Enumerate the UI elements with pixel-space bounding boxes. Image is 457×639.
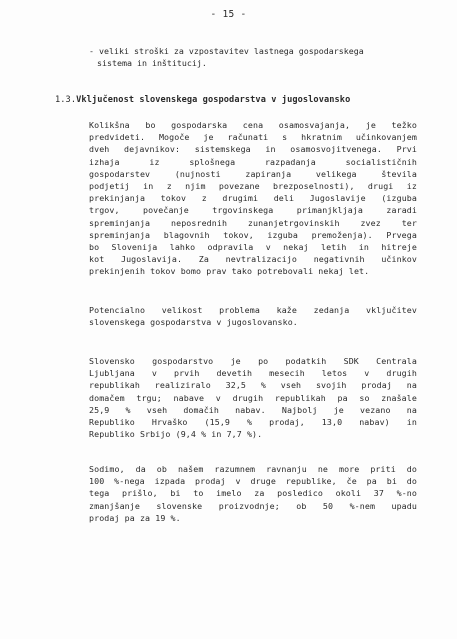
bullet-line: sistema in inštitucij. xyxy=(97,58,207,69)
paragraph-line: podjetij in z njim povezane brezposelnosti), drugi iz xyxy=(89,181,417,192)
paragraph-line: 100 %-nega izpada prodaj v druge republike, če pa bi do xyxy=(89,476,417,487)
paragraph-1 xyxy=(89,119,417,278)
paragraph-line: gospodarstev (nujnosti zapiranja velikega števila xyxy=(89,168,417,179)
paragraph-line: prodaj pa za 19 %. xyxy=(89,512,181,523)
paragraph-line: spreminjanja blagovnih tokov, izguba premoženja). Prvega xyxy=(89,229,417,240)
paragraph-2 xyxy=(89,304,417,328)
section-title: Vključenost slovenskega gospodarstva v jugoslovansko xyxy=(76,95,351,105)
paragraph-line: Ljubljana v prvih devetih mesecih letos v drugih xyxy=(89,368,417,379)
paragraph-line: Republiko Hrvaško (15,9 % prodaj, 13,0 nabav) in xyxy=(89,417,417,428)
paragraph-line: prekinjenih tokov bomo prav tako potrebovali nekaj let. xyxy=(89,266,370,277)
paragraph-line: tega prišlo, bi to imelo za posledico okoli 37 %-no xyxy=(89,488,417,499)
paragraph-3 xyxy=(89,355,417,440)
page-number: - 15 - xyxy=(210,9,247,20)
paragraph-line: slovenskega gospodarstva v jugoslovansko. xyxy=(89,317,298,328)
paragraph-line: republikah realiziralo 32,5 % vseh svojih prodaj na xyxy=(89,380,417,391)
section-number: 1.3. xyxy=(55,95,77,105)
paragraph-line: izhaja iz splošnega razpadanja socialističnih xyxy=(89,156,417,167)
paragraph-line: Potencialno velikost problema kaže zedanja vključitev xyxy=(89,305,417,315)
paragraph-line: 25,9 % vseh domačih nabav. Najbolj je vezano na xyxy=(89,404,417,415)
paragraph-line: predvideti. Mogoče je računati s hkratnim učinkovanjem xyxy=(89,132,417,143)
paragraph-4 xyxy=(89,463,417,524)
paragraph-line: domačem trgu; nabave v drugih republikah pa so znašale xyxy=(89,392,417,403)
paragraph-line: dveh dejavnikov: sistemskega in osamosvojitvenega. Prvi xyxy=(89,144,417,155)
paragraph-line: Sodimo, da ob našem razumnem ravnanju ne more priti do xyxy=(89,464,417,474)
paragraph-line: trgov, povečanje trgovinskega primanjkljaja zaradi xyxy=(89,205,417,216)
paragraph-line: Kolikšna bo gospodarska cena osamosvajanja, je težko xyxy=(89,120,417,130)
paragraph-line: zmanjšanje slovenske proizvodnje; ob 50 %-nem upadu xyxy=(89,500,417,511)
paragraph-line: Republiko Srbijo (9,4 % in 7,7 %). xyxy=(89,429,263,440)
paragraph-line: prekinjanja tokov z drugimi deli Jugoslavije (izguba xyxy=(89,193,417,204)
paragraph-line: spreminjanja neposrednih zunanjetrgovinskih zvez ter xyxy=(89,217,417,228)
section-heading xyxy=(55,95,350,105)
paragraph-line: bo Slovenija lahko odpravila v nekaj letih in hitreje xyxy=(89,242,417,253)
paragraph-line: Slovensko gospodarstvo je po podatkih SDK Centrala xyxy=(89,356,417,366)
bullet-line: - veliki stroški za vzpostavitev lastnega gospodarskega xyxy=(89,46,364,56)
bullet-item xyxy=(89,45,419,69)
paragraph-line: kot Jugoslavija. Za nevtralizacijo negativnih učinkov xyxy=(89,254,417,265)
